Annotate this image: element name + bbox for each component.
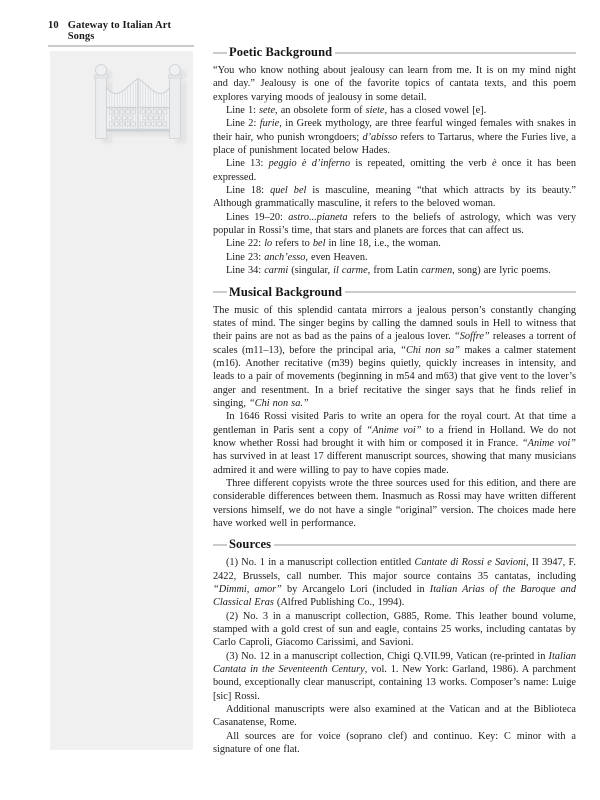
paragraph: All sources are for voice (soprano clef) and continuo. Key: C minor with a signature of one flat. [213,730,576,756]
paragraph: Line 1: sete, an obsolete form of siete, has a closed vowel [e]. [226,105,487,117]
heading-rule-right [274,544,576,546]
paragraph: Additional manuscripts were also examined at the Vatican and at the Biblioteca Casanatense, Rome. [213,704,576,729]
heading-rule-left [213,544,227,546]
section-title: Poetic Background [229,45,333,59]
paragraph: Line 23: anch’esso, even Heaven. [226,251,368,263]
main-content [213,38,576,757]
section-heading [213,537,576,552]
section-title: Sources [229,537,272,552]
page-number: 10 [48,20,59,31]
running-head [48,20,194,47]
paragraph: The music of this splendid cantata mirrors a jealous person’s constantly changing states of mind. The singer begins by calling the damned souls in Hell to witness that their pains are not as bad as the pains of a jealous lover. “Soffre” releases a torrent of scales (m11–13), before the principal aria, “Chi non sa” makes a calmer statement (m16). Another recitative (m39) begins quietly, quickly increases in intensity, and leads to a pair of movements (beginning in m54 and m63) that give vent to the lover’s anger and resentment. In a brief recitative the singer says that he finds relief in singing, “Chi non sa.” [213,304,577,409]
section-heading [213,45,576,60]
section-title: Musical Background [229,284,343,299]
paragraph: (2) No. 3 in a manuscript collection, G885, Rome. This leather bound volume, stamped with a gold crest of sun and eagle, contains 25 works, including cantatas by Carlo Caproli, Giacomo Carissimi, and Savioni. [213,610,576,649]
heading-rule-left [213,52,227,54]
paragraph: Three different copyists wrote the three sources used for this edition, and there are considerable differences between them. Inasmuch as Rossi may have written different versions himself, we do not have a single “original” version. The choices made here have worked well in performance. [213,477,576,529]
book-title: Gateway to Italian Art Songs [67,20,172,42]
paragraph: In 1646 Rossi visited Paris to write an opera for the royal court. At that time a gentleman in Paris sent a copy of “Anime voi” to a friend in Holland. We do not know whether Rossi had brought it with him or composed it in France. “Anime voi” has survived in at least 17 different manuscript sources, showing that many musicians admired it and were willing to pay to have copies made. [213,411,576,476]
heading-rule-left [213,291,227,293]
gate-icon [88,61,188,153]
paragraph: (1) No. 1 in a manuscript collection entitled Cantate di Rossi e Savioni, II 3947, F. 2422, Brussels, call number. This major source contains 35 cantatas, including “Dimmi, amor” by Arcangelo Lori (included in Italian Arias of the Baroque and Classical Eras (Alfred Publishing Co., 1994). [213,557,576,609]
heading-rule-right [335,52,576,54]
paragraph: “You who know nothing about jealousy can learn from me. It is on my mind night and day.” Jealousy is one of the favorite topics of cantata texts, and this poem explores varying moods of jealousy in some detail. [213,65,576,103]
section-heading [213,285,576,300]
sidebar-strip [50,51,193,750]
paragraph: Lines 19–20: astro...pianeta refers to the beliefs of astrology, which was very popular in Rossi’s time, that stars and planets are forces that can affect us. [213,211,576,237]
heading-rule-right [345,291,576,293]
gate-illustration-wrap [88,61,188,153]
paragraph: Line 2: furie, in Greek mythology, are three fearful winged females with snakes in their hair, who punish wrongdoers; d’abisso refers to Tartarus, where the Furies live, a place of punishment located below Hades. [213,118,576,157]
paragraph: Line 18: quel bel is masculine, meaning “that which attracts by its beauty.” Although grammatically masculine, it refers to the beloved woman. [213,185,576,210]
paragraph: Line 22: lo refers to bel in line 18, i.e., the woman. [226,238,441,250]
paragraph: (3) No. 12 in a manuscript collection, Chigi Q.VII.99, Vatican (re-printed in Italian Cantata in the Seventeenth Century, vol. 1. New York: Garland, 1986). A parchment bound, exceptionally clear manuscript, containing 13 works. Composer’s name: Luige [sic] Rossi. [213,650,576,702]
paragraph: Line 13: peggio è d’inferno is repeated, omitting the verb è once it has been expressed. [213,158,576,183]
paragraph: Line 34: carmi (singular, il carme, from Latin carmen, song) are lyric poems. [226,265,551,277]
